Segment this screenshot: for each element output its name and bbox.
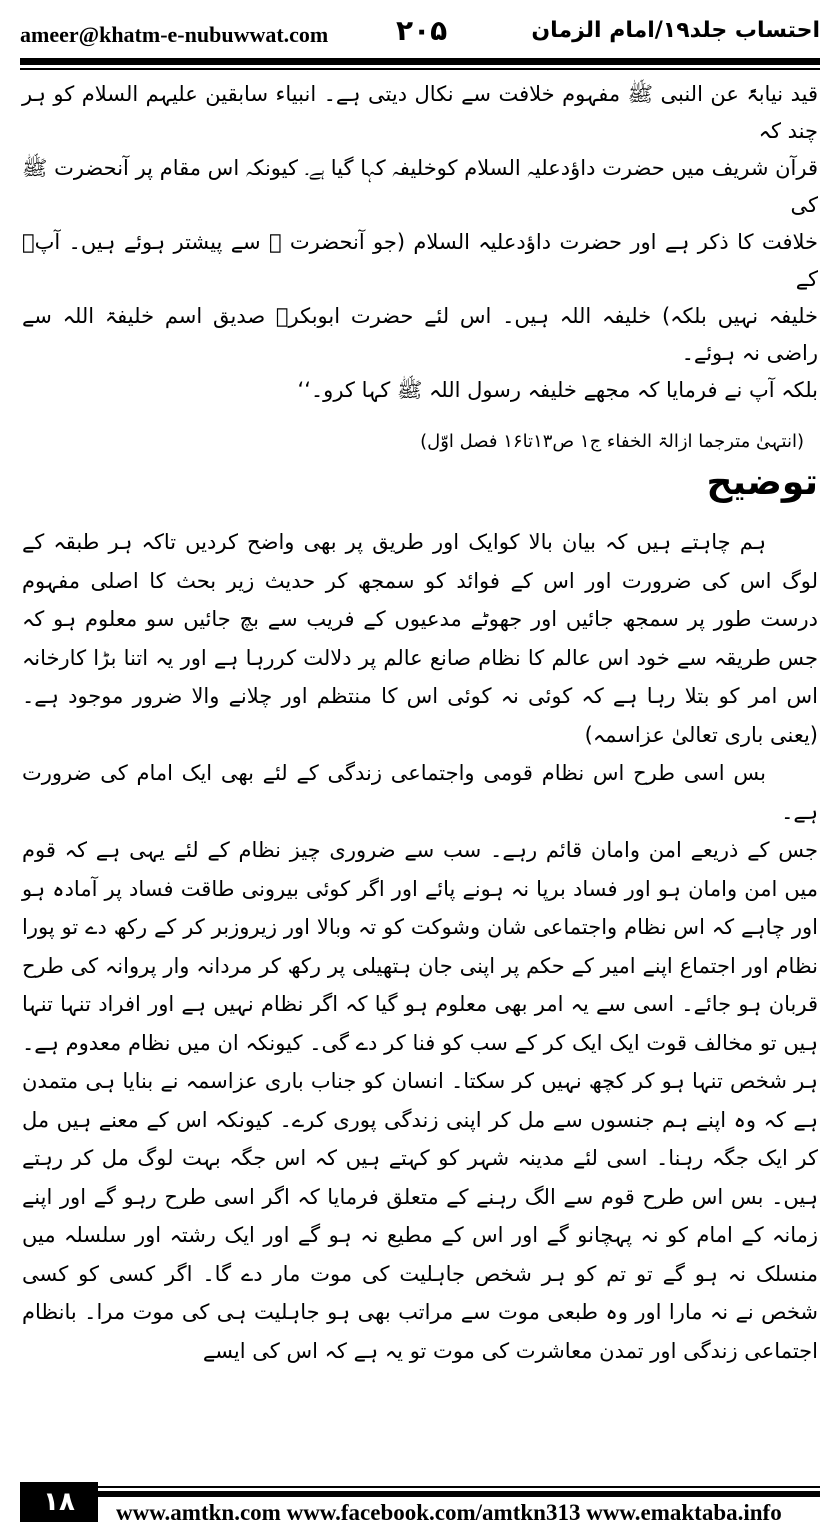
header-page-number: ۲۰۵ [396, 14, 448, 47]
footer-rule-thin [20, 1486, 820, 1488]
header-rule-thin [20, 68, 820, 70]
page-header [20, 14, 820, 58]
quote-line: خلیفہ نہیں بلکہ) خلیفہ اللہ ہیں۔ اس لئے حضرت ابوبکرؓ صدیق اسم خلیفۃ اللہ سے راضی نہ ہوئے۔ [22, 304, 818, 365]
quote-line: خلافت کا ذکر ہے اور حضرت داؤدعلیہ السلام (جو آنحضرت ﷺ سے پیشتر ہوئے ہیں۔ آپؐ کے [22, 230, 818, 291]
footer-rule-thick [20, 1491, 820, 1497]
page-footer [20, 1486, 820, 1526]
paragraph: ہم چاہتے ہیں کہ بیان بالا کوایک اور طریق پر بھی واضح کردیں تاکہ ہر طبقہ کے لوگ اس کی ضرورت اور اس کے فوائد کو سمجھ کر حدیث زیر بحث کا اصلی مفہوم درست طور پر سمجھ جائیں اور جھوٹے مدعیوں کے فریب سے بچ جائیں سو معلوم ہو کہ جس طریقہ سے خود اس عالم کا نظام صانع عالم پر دلالت کررہا ہے اور یہ اتنا بڑا کارخانہ اس امر کو بتلا رہا ہے کہ کوئی نہ کوئی اس کا منتظم اور چلانے والا ضرور موجود ہے۔ (یعنی باری تعالیٰ عزاسمہ) [22, 530, 818, 747]
page-body [22, 76, 818, 1476]
paragraph: بس اسی طرح اس نظام قومی واجتماعی زندگی کے لئے بھی ایک امام کی ضرورت ہے۔ [22, 761, 818, 824]
paragraph: جس کے ذریعے امن وامان قائم رہے۔ سب سے ضروری چیز نظام کے لئے یہی ہے کہ قوم میں امن وامان ہو اور فساد برپا نہ ہونے پائے اور اگر کوئی بیرونی طاقت فساد پر آمادہ ہو اور چاہے کہ اس نظام واجتماعی شان وشوکت کو تہ وبالا اور زیروزبر کر کے رکھ دے تو پورا نظام اور اجتماع اپنے امیر کے حکم پر اپنی جان ہتھیلی پر رکھ کر مردانہ وار پروانہ کی طرح قربان ہو جائے۔ اسی سے یہ امر بھی معلوم ہو گیا کہ اگر نظام نہیں ہے اور افراد تنہا تنہا ہیں تو مخالف قوت ایک ایک کر کے سب کو فنا کر دے گی۔ کیونکہ ان میں نظام معدوم ہے۔ ہر شخص تنہا ہو کر کچھ نہیں کر سکتا۔ انسان کو جناب باری عزاسمہ نے بنایا ہی متمدن ہے کہ وہ اپنے ہم جنسوں سے مل کر اپنی زندگی پوری کرے۔ کیونکہ اس کے معنے ہیں مل کر ایک جگہ رہنا۔ اسی لئے مدینہ شہر کو کہتے ہیں کہ اس جگہ بہت لوگ مل کر رہتے ہیں۔ بس اس طرح قوم سے الگ رہنے کے متعلق فرمایا کہ اگر اسی طرح رہو گے اور اپنے زمانہ کے امام کو نہ پہچانو گے اور اس کے مطیع نہ ہو گے اور ایک رشتہ اور سلسلہ میں منسلک نہ ہو گے تو تم کو ہر شخص جاہلیت کی موت مار دے گا۔ اگر کسی کو کسی شخص نے نہ مارا اور وہ طبعی موت سے مراتب بھی ہو جاہلیت ہی کی موت مرا۔ بانظام اجتماعی زندگی اور تمدن معاشرت کی موت تو یہ ہے کہ اس کی ایسے [22, 838, 818, 1363]
footer-page-number: ۱۸ [20, 1482, 98, 1522]
quote-reference: (انتہیٰ مترجما ازالۃ الخفاء ج۱ ص۱۳تا۱۶ فصل اوّل) [420, 431, 804, 452]
header-rule-thick [20, 58, 820, 65]
header-email: ameer@khatm-e-nubuwwat.com [20, 22, 329, 47]
quote-line: قرآن شریف میں حضرت داؤدعلیہ السلام کوخلیفہ کہا گیا ہے۔ کیونکہ اس مقام پر آنحضرت ﷺ کی [22, 156, 818, 217]
section-heading: توضیح [706, 462, 818, 503]
header-book-title: احتساب جلد۱۹/امام الزمان [531, 18, 820, 43]
quote-line: بلکہ آپ نے فرمایا کہ مجھے خلیفہ رسول اللہ ﷺ کہا کرو۔‘‘ [297, 378, 818, 402]
footer-links: www.amtkn.com www.facebook.com/amtkn313 www.emaktaba.info [116, 1500, 782, 1525]
quote-block [22, 76, 818, 409]
quote-line: قید نیابۃً عن النبی ﷺ مفہوم خلافت سے نکال دیتی ہے۔ انبیاء سابقین علیہم السلام کو ہر چند کہ [22, 82, 818, 143]
